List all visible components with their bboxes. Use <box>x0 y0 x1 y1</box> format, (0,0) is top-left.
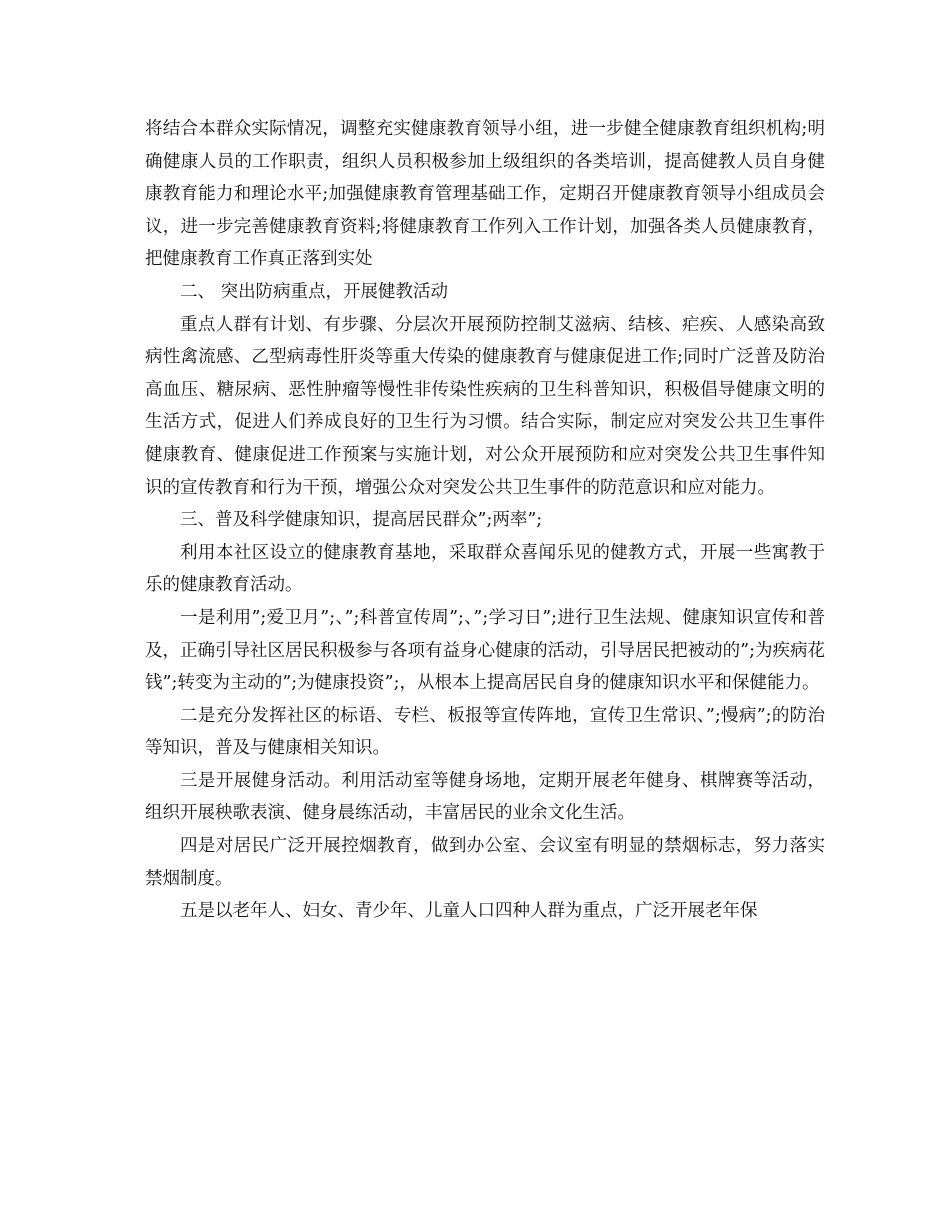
paragraph-item-two: 二是充分发挥社区的标语、专栏、板报等宣传阵地，宣传卫生常识、”;慢病”;的防治等知识，普及与健康相关知识。 <box>145 705 825 759</box>
paragraph-continued: 将结合本群众实际情况，调整充实健康教育领导小组，进一步健全健康教育组织机构;明确健康人员的工作职责，组织人员积极参加上级组织的各类培训，提高健教人员自身健康教育能力和理论水平;加强健康教育管理基础工作，定期召开健康教育领导小组成员会议，进一步完善健康教育资料;将健康教育工作列入工作计划，加强各类人员健康教育，把健康教育工作真正落到实处 <box>145 119 825 270</box>
paragraph-disease-prevention: 重点人群有计划、有步骤、分层次开展预防控制艾滋病、结核、疟疾、人感染高致病性禽流感、乙型病毒性肝炎等重大传染的健康教育与健康促进工作;同时广泛普及防治高血压、糖尿病、恶性肿瘤等慢性非传染性疾病的卫生科普知识，积极倡导健康文明的生活方式，促进人们养成良好的卫生行为习惯。结合实际，制定应对突发公共卫生事件健康教育、健康促进工作预案与实施计划，对公众开展预防和应对突发公共卫生事件知识的宣传教育和行为干预，增强公众对突发公共卫生事件的防范意识和应对能力。 <box>145 314 825 498</box>
paragraph-item-one: 一是利用”;爱卫月”;、”;科普宣传周”;、”;学习日”;进行卫生法规、健康知识宣传和普及，正确引导社区居民积极参与各项有益身心健康的活动，引导居民把被动的”;为疾病花钱”;转变为主动的”;为健康投资”;，从根本上提高居民自身的健康知识水平和保健能力。 <box>145 607 825 694</box>
paragraph-item-five: 五是以老年人、妇女、青少年、儿童人口四种人群为重点，广泛开展老年保 <box>180 901 758 922</box>
paragraph-item-four: 四是对居民广泛开展控烟教育，做到办公室、会议室有明显的禁烟标志，努力落实禁烟制度。 <box>145 836 825 889</box>
section-heading-3: 三、普及科学健康知识，提高居民群众”;两率”; <box>180 510 543 531</box>
section-heading-2: 二、 突出防病重点，开展健教活动 <box>180 281 449 302</box>
paragraph-item-three: 三是开展健身活动。利用活动室等健身场地，定期开展老年健身、棋牌赛等活动，组织开展秧歌表演、健身晨练活动，丰富居民的业余文化生活。 <box>145 770 825 824</box>
document-body <box>145 113 825 928</box>
paragraph-education-base: 利用本社区设立的健康教育基地，采取群众喜闻乐见的健教方式，开展一些寓教于乐的健康教育活动。 <box>145 542 825 596</box>
